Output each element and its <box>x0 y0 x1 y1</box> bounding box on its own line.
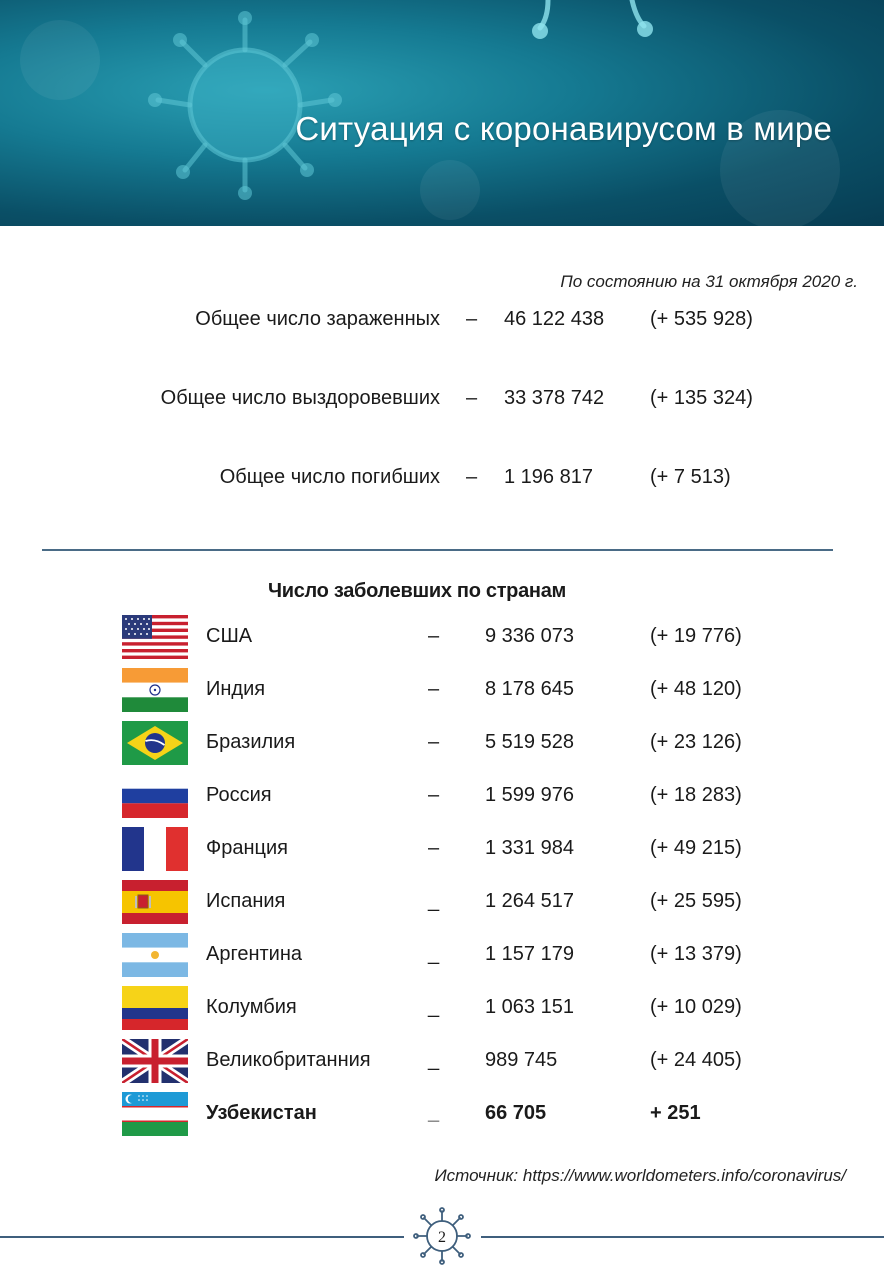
country-name: Колумбия <box>206 996 297 1018</box>
stat-row-recovered <box>0 387 884 417</box>
country-name: Великобританния <box>206 1049 371 1071</box>
stat-value: 33 378 742 <box>504 387 605 409</box>
country-dash: _ <box>428 943 440 965</box>
country-name: Россия <box>206 784 272 806</box>
uzbekistan-flag-icon <box>122 1092 188 1136</box>
country-name: Узбекистан <box>206 1102 317 1124</box>
country-delta: (+ 10 029) <box>650 996 742 1018</box>
country-dash: – <box>428 837 440 859</box>
country-row <box>0 1039 884 1083</box>
country-name: Бразилия <box>206 731 296 753</box>
stat-value: 1 196 817 <box>504 466 593 488</box>
russia-flag-icon <box>122 774 188 818</box>
argentina-flag-icon <box>122 933 188 977</box>
country-delta: (+ 25 595) <box>650 890 742 912</box>
stat-dash: – <box>466 387 478 409</box>
country-row <box>0 827 884 871</box>
country-dash: – <box>428 678 440 700</box>
country-dash: _ <box>428 1049 440 1071</box>
country-row-highlight <box>0 1092 884 1136</box>
country-row <box>0 880 884 924</box>
country-dash: – <box>428 731 440 753</box>
country-delta: (+ 23 126) <box>650 731 742 753</box>
brazil-flag-icon <box>122 721 188 765</box>
india-flag-icon <box>122 668 188 712</box>
country-delta: + 251 <box>650 1102 701 1124</box>
country-value: 1 331 984 <box>485 837 574 859</box>
countries-title: Число заболевших по странам <box>267 580 567 602</box>
country-dash: – <box>428 784 440 806</box>
stat-row-deaths <box>0 466 884 496</box>
usa-flag-icon <box>122 615 188 659</box>
country-value: 989 745 <box>485 1049 558 1071</box>
france-flag-icon <box>122 827 188 871</box>
country-name: Индия <box>206 678 266 700</box>
uk-flag-icon <box>122 1039 188 1083</box>
stat-delta: (+ 535 928) <box>650 308 753 330</box>
country-value: 1 063 151 <box>485 996 574 1018</box>
country-dash: – <box>428 625 440 647</box>
country-value: 5 519 528 <box>485 731 574 753</box>
country-row <box>0 615 884 659</box>
country-name: Аргентина <box>206 943 302 965</box>
country-delta: (+ 18 283) <box>650 784 742 806</box>
stat-label: Общее число выздоровевших <box>160 387 440 409</box>
stat-delta: (+ 7 513) <box>650 466 731 488</box>
country-row <box>0 933 884 977</box>
country-name: Испания <box>206 890 286 912</box>
country-value: 66 705 <box>485 1102 547 1124</box>
stat-delta: (+ 135 324) <box>650 387 753 409</box>
country-dash: _ <box>428 1102 440 1124</box>
country-delta: (+ 13 379) <box>650 943 742 965</box>
stat-dash: – <box>466 466 478 488</box>
country-value: 1 264 517 <box>485 890 574 912</box>
stat-dash: – <box>466 308 478 330</box>
country-delta: (+ 24 405) <box>650 1049 742 1071</box>
country-delta: (+ 48 120) <box>650 678 742 700</box>
stat-label: Общее число зараженных <box>195 308 440 330</box>
section-divider <box>42 549 833 551</box>
country-value: 9 336 073 <box>485 625 574 647</box>
source-note: Источник: https://www.worldometers.info/coronavirus/ <box>434 1166 846 1185</box>
country-dash: _ <box>428 890 440 912</box>
country-dash: _ <box>428 996 440 1018</box>
country-row <box>0 668 884 712</box>
stat-row-infected <box>0 308 884 338</box>
country-value: 1 157 179 <box>485 943 574 965</box>
country-delta: (+ 49 215) <box>650 837 742 859</box>
country-delta: (+ 19 776) <box>650 625 742 647</box>
country-value: 1 599 976 <box>485 784 574 806</box>
footer-line-right <box>481 1236 884 1238</box>
page-title: Ситуация с коронавирусом в мире <box>295 110 832 147</box>
stat-label: Общее число погибших <box>219 466 440 488</box>
footer-line-left <box>0 1236 404 1238</box>
page-number: 2 <box>438 1229 446 1246</box>
stat-value: 46 122 438 <box>504 308 605 330</box>
colombia-flag-icon <box>122 986 188 1030</box>
virus-page-number-icon <box>413 1206 471 1266</box>
as-of-date: По состоянию на 31 октября 2020 г. <box>560 272 858 291</box>
country-value: 8 178 645 <box>485 678 574 700</box>
country-name: США <box>206 625 253 647</box>
country-row <box>0 986 884 1030</box>
country-row <box>0 774 884 818</box>
header-banner <box>0 0 884 226</box>
spain-flag-icon <box>122 880 188 924</box>
country-row <box>0 721 884 765</box>
country-name: Франция <box>206 837 288 859</box>
